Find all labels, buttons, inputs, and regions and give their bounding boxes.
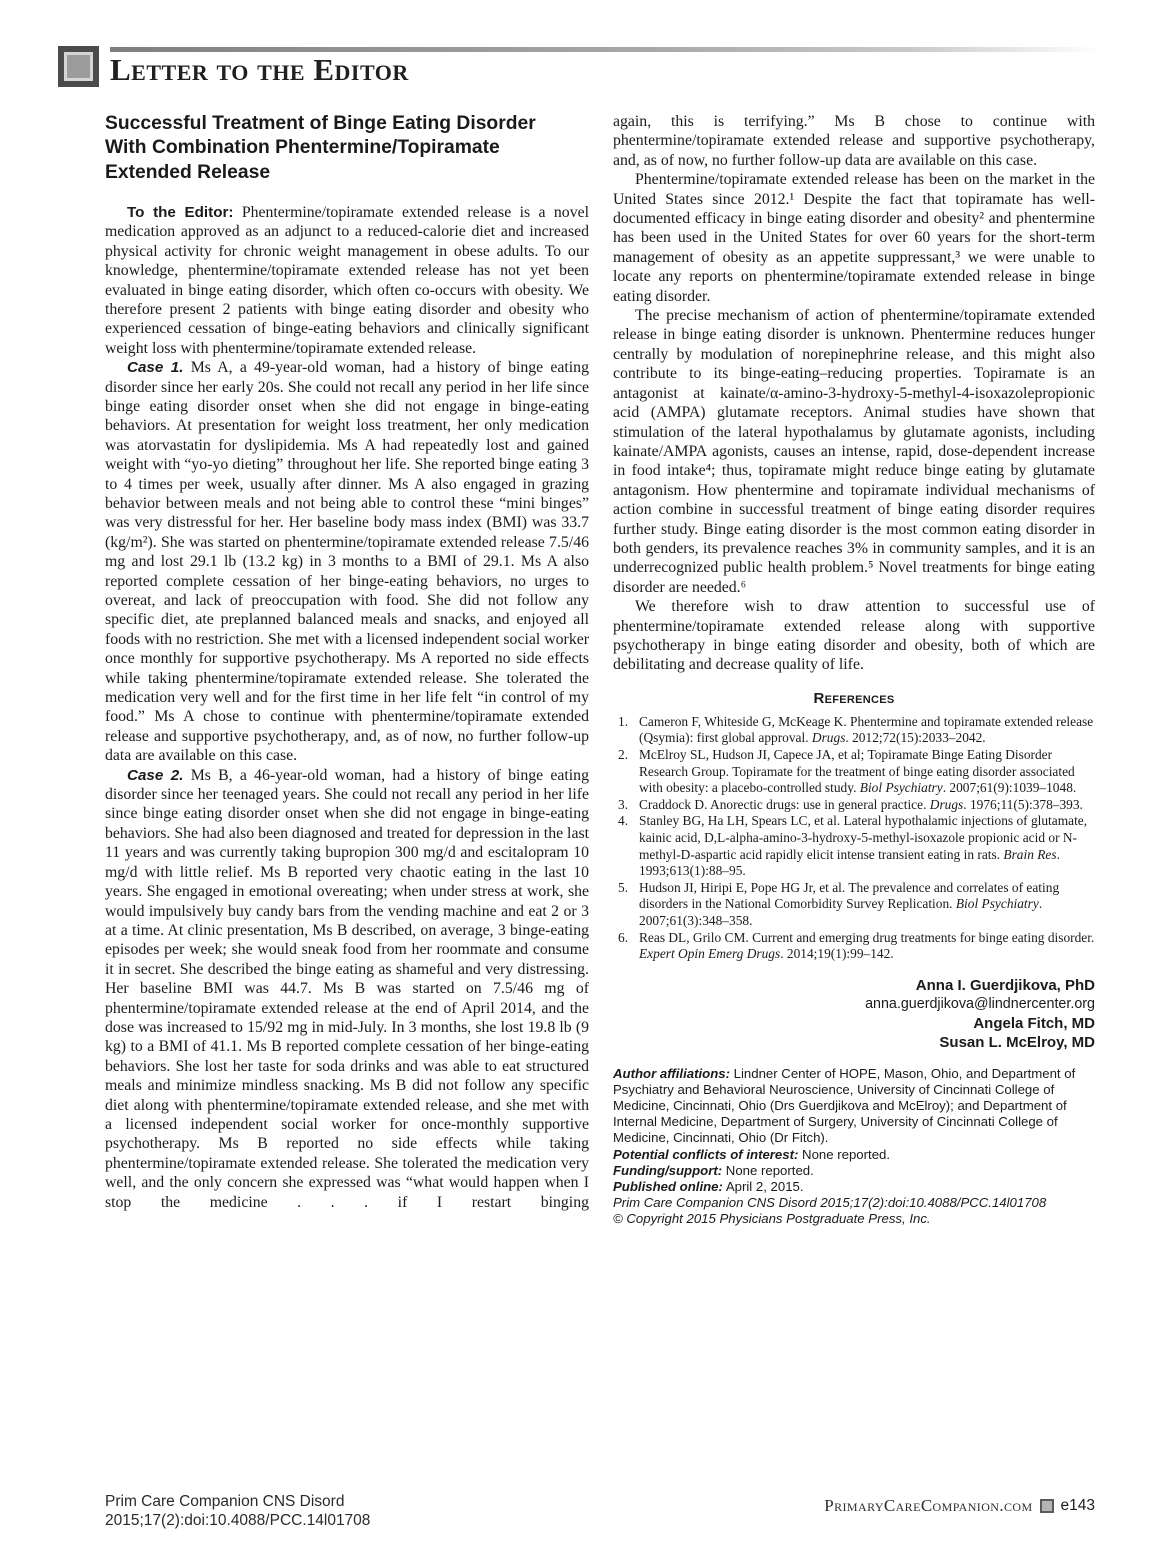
paragraph-case2-continued: again, this is terrifying.” Ms B chose to continue with phentermine/topiramate extended release and supportive psychotherapy, and, as of now, no further follow-up data are available on this case. xyxy=(613,113,1095,169)
note-affiliations-label: Author affiliations: xyxy=(613,1065,730,1081)
note-conflicts-label: Potential conflicts of interest: xyxy=(613,1146,799,1162)
article-title-line-1: Successful Treatment of Binge Eating Disorder xyxy=(105,113,536,134)
reference-journal: Expert Opin Emerg Drugs xyxy=(639,946,781,962)
reference-text-pre: McElroy SL, Hudson JI, Capece JA, et al; Topiramate Binge Eating Disorder Research Group. Topiramate for the treatment of binge eating disorder associated with obesity: a placebo-controlled study. xyxy=(639,746,1075,796)
note-affiliations-text: Lindner Center of HOPE, Mason, Ohio, and Department of Psychiatry and Behavioral Neuroscience, University of Cincinnati College of Medicine, Cincinnati, Ohio (Drs Guerdjikova and McElroy); and Department of Internal Medicine, Department of Surgery, University of Cincinnati College of Medicine, Cincinnati, Ohio (Dr Fitch). xyxy=(613,1065,1076,1146)
paragraph-case1 xyxy=(105,358,589,766)
note-conflicts-text: None reported. xyxy=(798,1146,891,1162)
reference-journal: Biol Psychiatry xyxy=(859,780,943,796)
reference-item-5 xyxy=(613,880,1095,930)
reference-text xyxy=(639,797,1083,812)
reference-item-6 xyxy=(613,930,1095,963)
footer-square-icon xyxy=(1040,1499,1054,1513)
case1-lead: Case 1. xyxy=(127,359,184,377)
reference-text-pre: Stanley BG, Ha LH, Spears LC, et al. Lateral hypothalamic injections of glutamate, kainic acid, D,L-alpha-amino-3-hydroxy-5-methyl-isoxazole propionic acid or N-methyl-D-aspartic acid rapidly elicit intense transient eating in rats. xyxy=(639,813,1088,862)
section-title: Letter to the Editor xyxy=(110,52,409,87)
reference-text xyxy=(639,813,1087,878)
note-published-text: April 2, 2015. xyxy=(722,1178,804,1194)
left-column xyxy=(105,112,589,1212)
case1-text: Ms A, a 49-year-old woman, had a history of binge eating disorder since her early 20s. She could not recall any period in her life since binge eating disorder onset when she did not engage in binge-eating behaviors. At presentation for weight loss treatment, her only medication was atorvastatin for dyslipidemia. Ms A had repeatedly lost and gained weight with “yo-yo dieting” throughout her life. She reported binge eating 3 to 4 times per week, usually after dinner. Ms A also engaged in grazing behavior between meals and not being able to control these “mini binges” was very distressful for her. Her baseline body mass index (BMI) was 33.7 (kg/m²). She was started on phentermine/topiramate extended release 7.5/46 mg and lost 29.1 lb (13.2 kg) in 3 months to a BMI of 29.1. Ms A also reported complete cessation of her binge-eating behaviors, no urges to overeat, and lack of preoccupation with food. She did not follow any specific diet, ate preplanned balanced meals and snacks, and enjoyed all foods with no restriction. She met with a licensed independent social worker once monthly for supportive psychotherapy. Ms A reported no side effects while taking phentermine/topiramate extended release. She tolerated the medication very well and for the first time in her life felt “in control of my food.” Ms A chose to continue with phentermine/topiramate extended release and supportive psychotherapy, and, as of now, no further follow-up data are available on this case. xyxy=(105,359,589,765)
reference-text xyxy=(639,747,1076,795)
reference-text-pre: Cameron F, Whiteside G, McKeage K. Phentermine and topiramate extended release (Qsymia): first global approval. xyxy=(639,713,1094,746)
reference-journal: Biol Psychiatry xyxy=(955,896,1039,912)
reference-text xyxy=(639,930,1094,962)
footer-journal-line-2: 2015;17(2):doi:10.4088/PCC.14l01708 xyxy=(105,1512,371,1529)
author-name-2: Angela Fitch, MD xyxy=(973,1015,1095,1033)
reference-text-pre: Reas DL, Grilo CM. Current and emerging drug treatments for binge eating disorder. xyxy=(639,929,1095,945)
reference-journal: Brain Res xyxy=(1003,846,1057,862)
reference-number: 4. xyxy=(618,813,629,829)
author-note xyxy=(613,1066,1095,1228)
paragraph-case2 xyxy=(105,766,589,1212)
note-published-label: Published online: xyxy=(613,1178,723,1194)
reference-text xyxy=(639,714,1093,746)
reference-number: 5. xyxy=(618,879,629,895)
article-title xyxy=(105,112,589,185)
footer-journal-info xyxy=(105,1492,370,1530)
note-copyright: © Copyright 2015 Physicians Postgraduate Press, Inc. xyxy=(613,1211,931,1227)
reference-text-post: . 1976;11(5):378–393. xyxy=(963,796,1083,812)
section-marker-icon xyxy=(58,46,99,87)
note-published xyxy=(613,1179,1095,1195)
note-affiliations xyxy=(613,1066,1095,1147)
article-title-line-2: With Combination Phentermine/Topiramate xyxy=(105,137,500,159)
reference-text-post: . 2014;19(1):99–142. xyxy=(780,946,894,962)
paragraph-mechanism: The precise mechanism of action of phentermine/topiramate extended release in binge eating disorder is unknown. Phentermine reduces hunger centrally by modulation of norepinephrine release, and this might also contribute to its binge-eating–reducing properties. Topiramate is an antagonist at kainate/α-amino-3-hydroxy-5-methyl-4-isoxazolepropionic acid (AMPA) glutamate receptors. Animal studies have shown that stimulation of the lateral hypothalamus by glutamate agonists, including kainate/AMPA agonists, causes an intense, rapid, dose-dependent increase in food intake⁴; thus, topiramate might reduce binge eating by glutamate antagonism. How phentermine and topiramate individual mechanisms of action combine in successful treatment of binge eating disorder requires further study. Binge eating disorder is the most common eating disorder in both genders, its prevalence reaches 3% in community samples, and it is an underrecognized public health problem.⁵ Novel treatments for binge eating disorder are needed.⁶ xyxy=(613,307,1095,596)
note-funding xyxy=(613,1163,1095,1179)
to-the-editor-lead: To the Editor: xyxy=(127,203,234,221)
note-conflicts xyxy=(613,1147,1095,1163)
note-funding-label: Funding/support: xyxy=(613,1162,723,1178)
reference-item-1 xyxy=(613,714,1095,747)
right-column xyxy=(613,112,1095,1228)
note-citation: Prim Care Companion CNS Disord 2015;17(2):doi:10.4088/PCC.14l01708 xyxy=(613,1195,1047,1211)
author-name-3: Susan L. McElroy, MD xyxy=(939,1034,1095,1052)
reference-number: 6. xyxy=(618,929,629,945)
section-marker-inner-square xyxy=(64,52,93,81)
footer-site-info xyxy=(824,1496,1095,1516)
paragraph-conclusion: We therefore wish to draw attention to successful use of phentermine/topiramate extended release along with supportive psychotherapy in binge eating disorder and obesity, both of which are debilitating and decrease quality of life. xyxy=(613,598,1095,674)
reference-text-pre: Hudson JI, Hiripi E, Pope HG Jr, et al. The prevalence and correlates of eating disorders in the National Comorbidity Survey Replication. xyxy=(639,879,1060,912)
intro-text: Phentermine/topiramate extended release is a novel medication approved as an adjunct to a reduced-calorie diet and increased physical activity for chronic weight management in obese adults. To our knowledge, phentermine/topiramate extended release has not yet been evaluated in binge eating disorder, which often co-occurs with obesity. We therefore present 2 patients with binge eating disorder and obesity who experienced cessation of binge-eating behaviors and clinically significant weight loss with phentermine/topiramate extended release. xyxy=(105,203,589,357)
case2-lead: Case 2. xyxy=(127,766,184,784)
reference-number: 2. xyxy=(618,746,629,762)
reference-number: 1. xyxy=(618,713,629,729)
note-funding-text: None reported. xyxy=(722,1162,814,1178)
references-list xyxy=(613,714,1095,963)
reference-text-post: . 2007;61(9):1039–1048. xyxy=(942,780,1077,796)
reference-item-2 xyxy=(613,747,1095,797)
reference-journal: Drugs xyxy=(811,730,846,746)
author-email: anna.guerdjikova@lindnercenter.org xyxy=(865,995,1095,1012)
references-heading: References xyxy=(813,689,895,707)
article-title-line-3: Extended Release xyxy=(105,161,271,183)
reference-text xyxy=(639,880,1059,928)
author-block xyxy=(613,976,1095,1053)
footer-page-number: e143 xyxy=(1060,1497,1095,1514)
reference-text-pre: Craddock D. Anorectic drugs: use in general practice. xyxy=(639,796,930,812)
reference-text-post: . 2012;72(15):2033–2042. xyxy=(845,730,986,746)
reference-number: 3. xyxy=(618,796,629,812)
reference-text-post: . 1993;613(1):88–95. xyxy=(639,846,1060,879)
case2-text: Ms B, a 46-year-old woman, had a history of binge eating disorder since her teenaged years. She could not recall any period in her life since binge eating disorder onset when she did not engage in binge-eating behaviors. She had also been diagnosed and treated for depression in the last 11 years and was currently taking bupropion 300 mg/d and escitalopram 10 mg/d with little relief. Ms B reported very chaotic eating in the last 10 years. She engaged in emotional overeating; when under stress at work, she would impulsively buy candy bars from the vending machine and eat 2 or 3 at a time. At clinic presentation, Ms B described, on average, 3 binge-eating episodes per week; she would sneak food from her roommate and consume it in secret. She described the binge eating as shameful and very distressing. Her baseline BMI was 44.7. Ms B was started on 7.5/46 mg of phentermine/topiramate extended release at the end of April 2014, and the dose was increased to 15/92 mg in mid-July. In 3 months, she lost 19.8 lb (9 kg) to a BMI of 41.1. Ms B reported complete cessation of her binge-eating behaviors. She lost her taste for soda drinks and was able to eat structured meals and minimize mindless snacking. Ms B did not follow any specific diet along with phentermine/topiramate extended release, and she met with a licensed independent social worker for once-monthly supportive psychotherapy. Ms B reported no side effects while taking phentermine/topiramate extended release. She tolerated the medication very well, and the only concern she expressed was “what would happen when I stop the medicine . . . if I restart binging xyxy=(105,766,589,1211)
footer-site-name: PrimaryCareCompanion.com xyxy=(824,1496,1033,1515)
paragraph-market: Phentermine/topiramate extended release has been on the market in the United States since 2012.¹ Despite the fact that topiramate has well-documented efficacy in binge eating disorder and obesity² and phentermine has been used in the United States for over 60 years for the short-term management of obesity as an appetite suppressant,³ we were unable to locate any reports on phentermine/topiramate extended release in binge eating disorder. xyxy=(613,171,1095,305)
reference-text-post: . 2007;61(3):348–358. xyxy=(639,896,1043,928)
footer-journal-line-1: Prim Care Companion CNS Disord xyxy=(105,1493,345,1510)
author-name-1: Anna I. Guerdjikova, PhD xyxy=(915,976,1095,994)
reference-item-4 xyxy=(613,813,1095,879)
reference-journal: Drugs xyxy=(929,796,964,812)
reference-item-3 xyxy=(613,797,1095,814)
paragraph-intro xyxy=(105,203,589,358)
